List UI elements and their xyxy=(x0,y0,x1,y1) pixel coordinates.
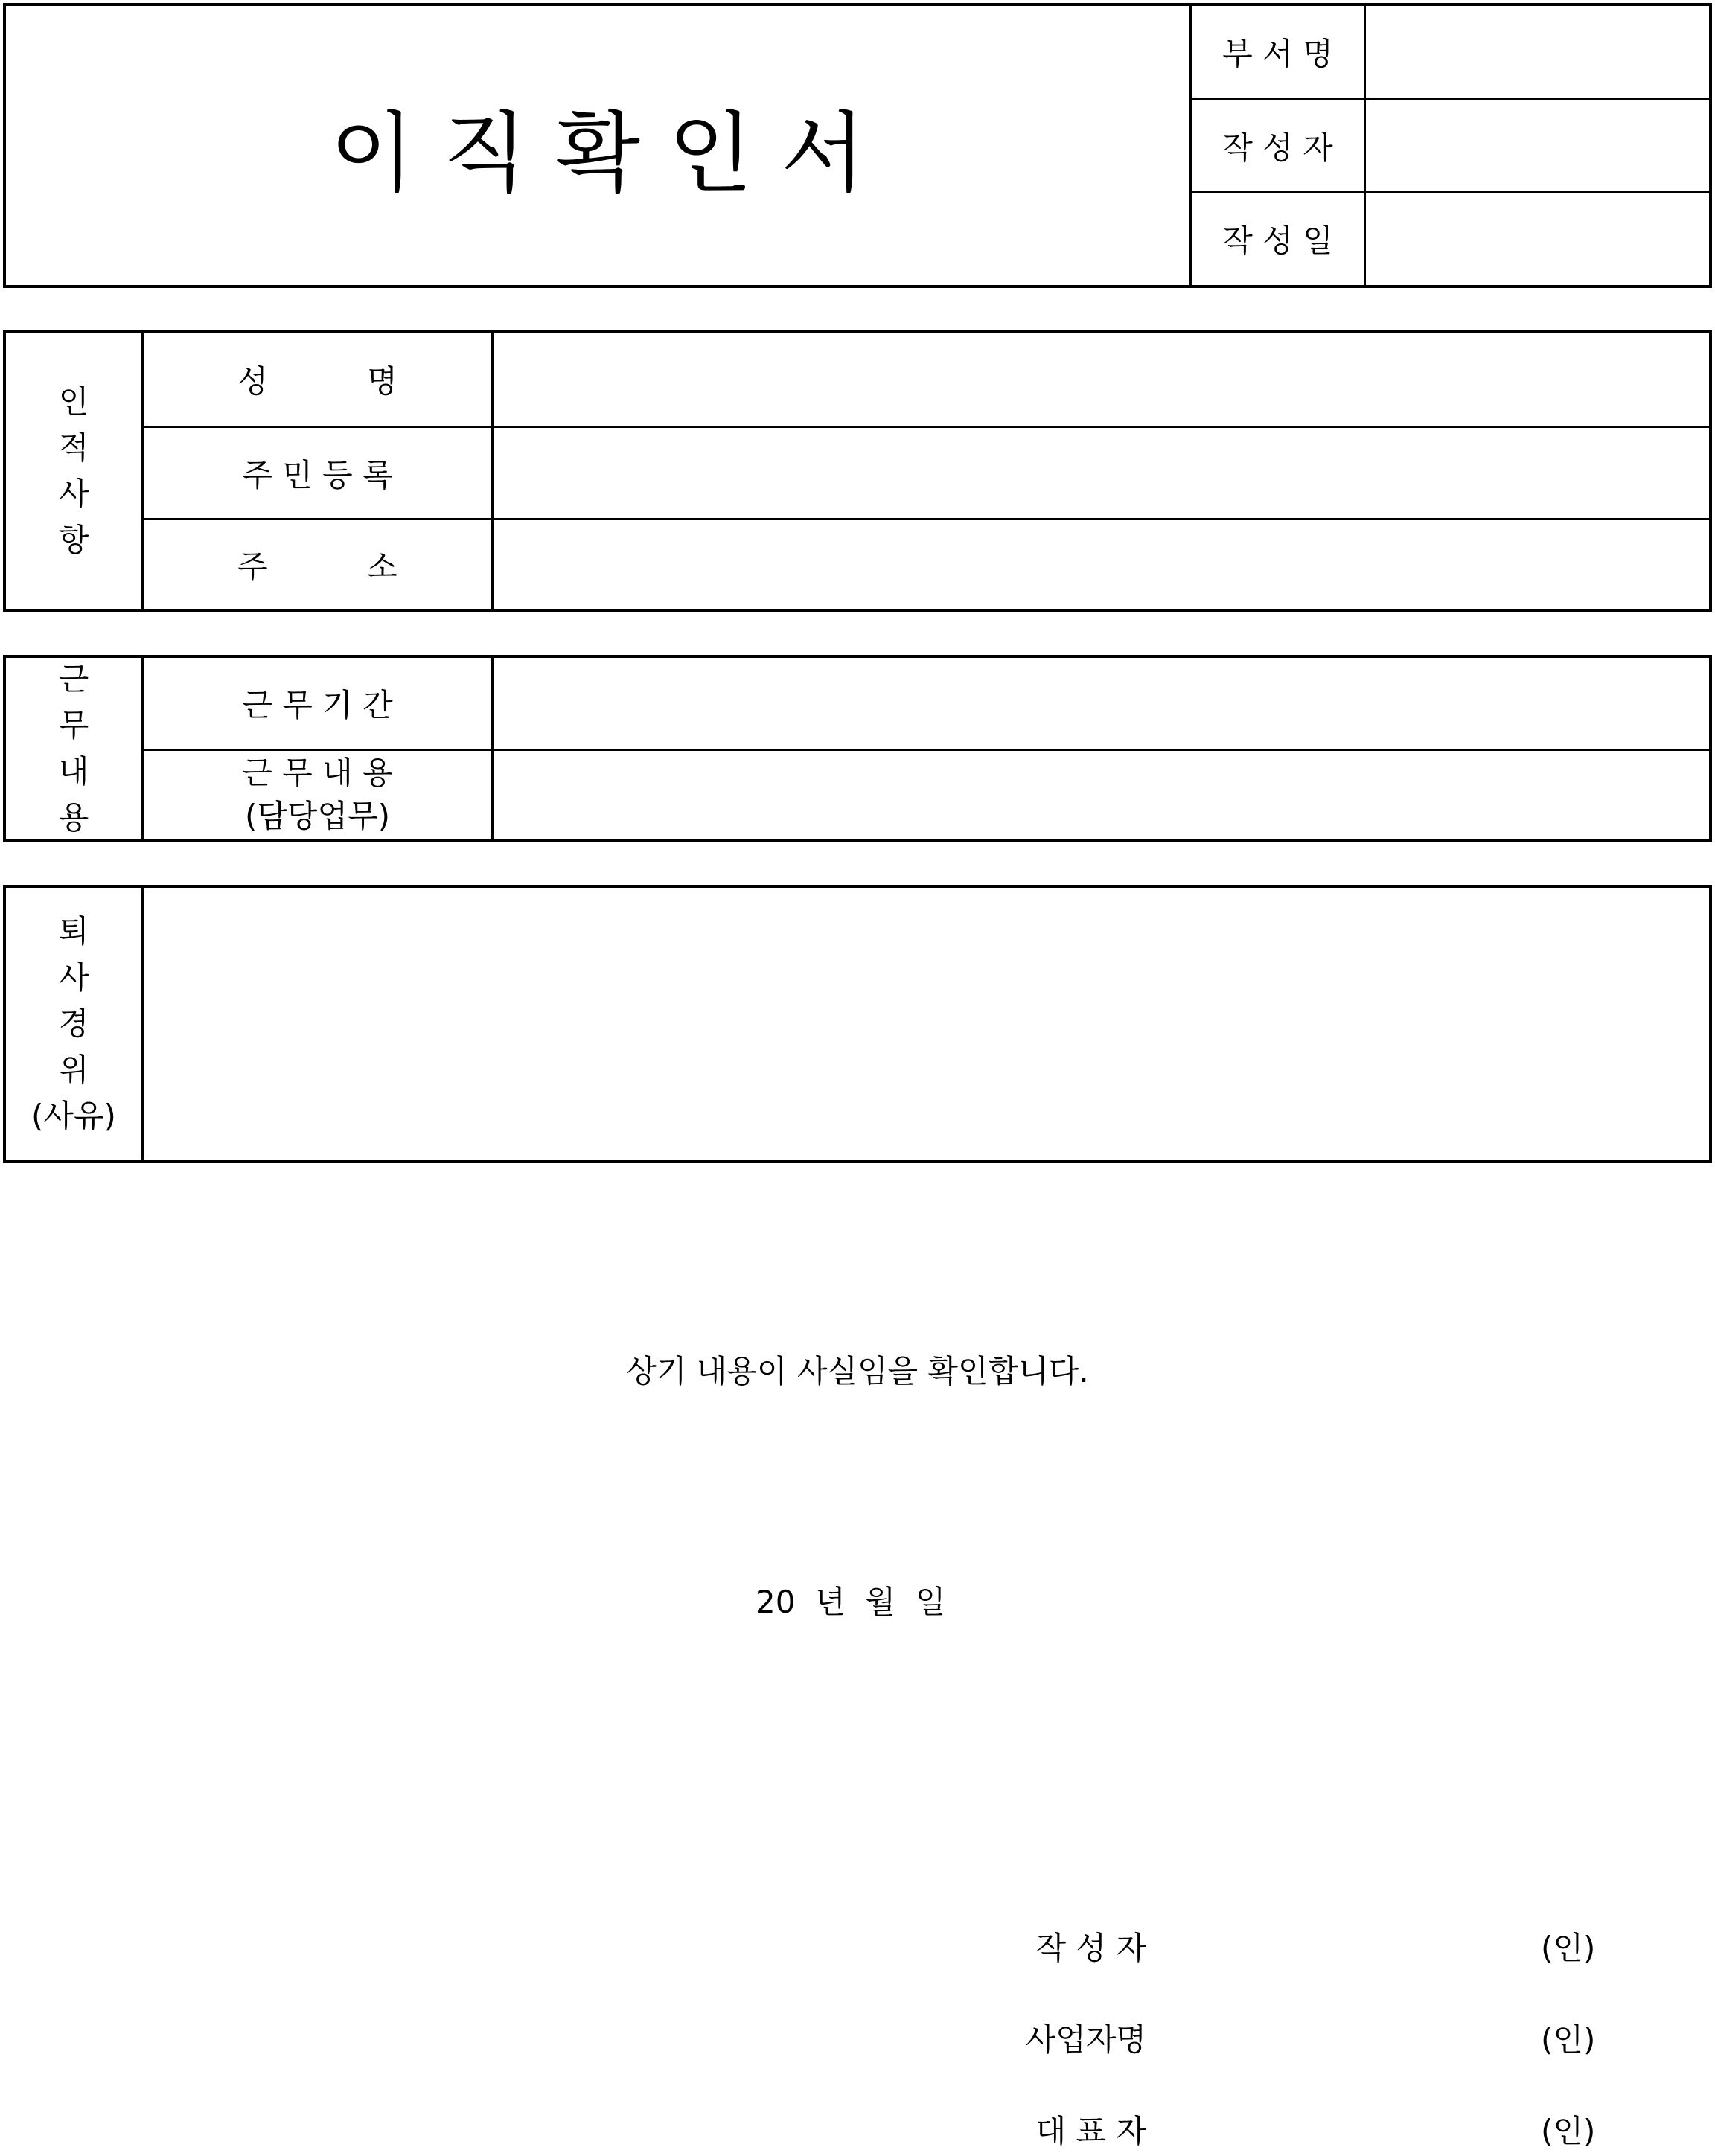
seal-representative: (인) xyxy=(1541,2113,1596,2149)
resident-number-field[interactable] xyxy=(491,426,1709,518)
address-label-text: 주 소 xyxy=(237,548,397,585)
approval-value-writer[interactable] xyxy=(1364,98,1709,191)
work-label-char: 내 xyxy=(58,752,89,790)
work-label-char: 무 xyxy=(58,706,89,743)
name-label-text: 성 명 xyxy=(237,363,397,400)
work-content-field[interactable] xyxy=(491,749,1709,839)
date-line: 20 년 월 일 xyxy=(756,1584,946,1620)
name-field[interactable] xyxy=(491,333,1709,426)
approval-label-dept: 부 서 명 xyxy=(1189,6,1364,98)
confirmation-statement: 상기 내용이 사실임을 확인합니다. xyxy=(626,1353,1089,1389)
resign-label-char: 경 xyxy=(58,1005,89,1042)
approval-label-date: 작 성 일 xyxy=(1189,191,1364,285)
resign-label-char: (사유) xyxy=(31,1098,116,1134)
header-box xyxy=(3,3,1712,288)
resign-label-char: 사 xyxy=(58,959,89,996)
work-label-char: 근 xyxy=(58,660,89,697)
resignation-section xyxy=(3,885,1712,1163)
document-title: 이 직 확 인 서 xyxy=(330,101,866,205)
work-content-label-line1: 근 무 내 용 xyxy=(242,755,393,791)
personal-label-char: 항 xyxy=(58,522,89,558)
approval-value-dept[interactable] xyxy=(1364,6,1709,98)
personal-label-char: 사 xyxy=(58,476,89,512)
address-label xyxy=(141,518,491,609)
name-label xyxy=(141,333,491,426)
personal-section-label xyxy=(6,333,141,609)
work-section xyxy=(3,655,1712,842)
signature-label-company: 사업자명 xyxy=(1025,2021,1146,2058)
work-period-field[interactable] xyxy=(491,658,1709,749)
work-content-label-line2: (담당업무) xyxy=(244,798,391,834)
seal-writer: (인) xyxy=(1541,1930,1596,1966)
resign-label-char: 퇴 xyxy=(58,913,89,950)
resignation-reason-field[interactable] xyxy=(141,888,1709,1160)
personal-label-char: 인 xyxy=(58,383,89,420)
resign-label-char: 위 xyxy=(58,1052,89,1088)
work-period-label: 근 무 기 간 xyxy=(141,658,491,749)
signature-label-representative: 대 표 자 xyxy=(1035,2113,1146,2149)
personal-label-char: 적 xyxy=(58,429,89,466)
resident-number-label-text: 주 민 등 록 xyxy=(242,456,393,493)
work-content-label xyxy=(141,749,491,839)
approval-label-writer: 작 성 자 xyxy=(1189,98,1364,191)
approval-value-date[interactable] xyxy=(1364,191,1709,285)
work-label-char: 용 xyxy=(58,799,89,836)
signature-label-writer: 작 성 자 xyxy=(1035,1930,1146,1966)
personal-info-section xyxy=(3,330,1712,612)
address-field[interactable] xyxy=(491,518,1709,609)
work-section-label xyxy=(6,658,141,839)
seal-company: (인) xyxy=(1541,2021,1596,2058)
resident-number-label xyxy=(141,426,491,518)
resignation-section-label xyxy=(6,888,141,1160)
